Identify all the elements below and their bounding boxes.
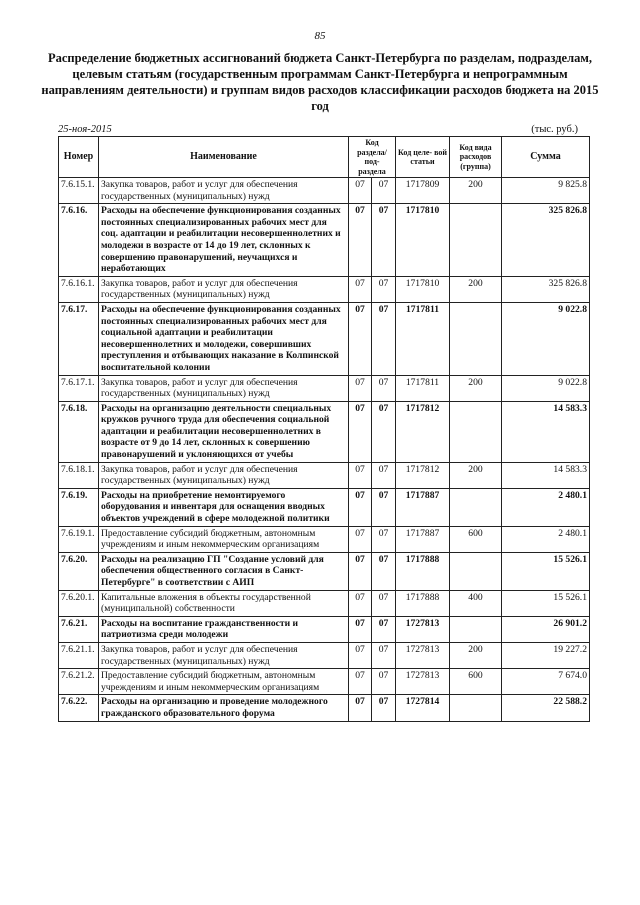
- row-razdel: 07: [349, 590, 372, 616]
- row-statya: 1717888: [396, 552, 450, 590]
- row-group: 600: [450, 526, 502, 552]
- row-number: 7.6.20.1.: [59, 590, 99, 616]
- header-sum: Сумма: [502, 137, 590, 178]
- row-razdel: 07: [349, 204, 372, 277]
- row-razdel: 07: [349, 276, 372, 302]
- row-statya: 1717887: [396, 488, 450, 526]
- budget-table: [58, 136, 590, 722]
- table-row: [59, 401, 590, 462]
- row-name: Расходы на обеспечение функционирования созданных постоянных специализированных рабочих мест для социальной адаптации и реабилитации несовершеннолетних и молодежи, совершивших преступления и отбывающих наказание в Колпинской воспитательной колонии: [99, 302, 349, 375]
- row-number: 7.6.20.: [59, 552, 99, 590]
- row-number: 7.6.18.: [59, 401, 99, 462]
- row-number: 7.6.18.1.: [59, 462, 99, 488]
- row-podrazdel: 07: [372, 695, 396, 721]
- table-row: [59, 695, 590, 721]
- row-name: Закупка товаров, работ и услуг для обеспечения государственных (муниципальных) нужд: [99, 178, 349, 204]
- table-row: [59, 669, 590, 695]
- row-number: 7.6.17.: [59, 302, 99, 375]
- row-group: 200: [450, 462, 502, 488]
- row-sum: 2 480.1: [502, 526, 590, 552]
- row-name: Закупка товаров, работ и услуг для обеспечения государственных (муниципальных) нужд: [99, 276, 349, 302]
- row-name: Закупка товаров, работ и услуг для обеспечения государственных (муниципальных) нужд: [99, 642, 349, 668]
- row-number: 7.6.16.1.: [59, 276, 99, 302]
- row-group: [450, 552, 502, 590]
- row-podrazdel: 07: [372, 462, 396, 488]
- row-sum: 15 526.1: [502, 590, 590, 616]
- row-statya: 1727813: [396, 669, 450, 695]
- row-name: Закупка товаров, работ и услуг для обеспечения государственных (муниципальных) нужд: [99, 462, 349, 488]
- row-razdel: 07: [349, 462, 372, 488]
- row-number: 7.6.16.: [59, 204, 99, 277]
- row-number: 7.6.19.: [59, 488, 99, 526]
- row-sum: 22 588.2: [502, 695, 590, 721]
- row-statya: 1727813: [396, 616, 450, 642]
- row-group: 200: [450, 276, 502, 302]
- table-row: [59, 178, 590, 204]
- header-razdel: Код раздела/ под- раздела: [349, 137, 396, 178]
- row-name: Предоставление субсидий бюджетным, автономным учреждениям и иным некоммерческим организациям: [99, 526, 349, 552]
- row-sum: 26 901.2: [502, 616, 590, 642]
- row-sum: 14 583.3: [502, 462, 590, 488]
- row-group: 200: [450, 375, 502, 401]
- row-group: [450, 302, 502, 375]
- row-statya: 1717809: [396, 178, 450, 204]
- document-title: Распределение бюджетных ассигнований бюджета Санкт-Петербурга по разделам, подразделам, целевым статьям (государственным программам Санкт-Петербурга и непрограммным направлениям деятельности) и группам видов расходов классификации расходов бюджета на 2015 год: [41, 51, 599, 113]
- row-sum: 325 826.8: [502, 204, 590, 277]
- table-row: [59, 642, 590, 668]
- row-name: Расходы на организацию деятельности специальных кружков ручного труда для обеспечения социальной адаптации и реабилитации несовершеннолетних в возрасте от 9 до 14 лет, склонных к совершению правонарушений и уклоняющихся от учебы: [99, 401, 349, 462]
- row-podrazdel: 07: [372, 401, 396, 462]
- row-razdel: 07: [349, 302, 372, 375]
- row-podrazdel: 07: [372, 552, 396, 590]
- row-statya: 1717810: [396, 204, 450, 277]
- table-row: [59, 302, 590, 375]
- row-name: Расходы на организацию и проведение молодежного гражданского образовательного форума: [99, 695, 349, 721]
- row-sum: 9 825.8: [502, 178, 590, 204]
- table-row: [59, 204, 590, 277]
- header-group: Код вида расходов (группа): [450, 137, 502, 178]
- row-razdel: 07: [349, 401, 372, 462]
- row-statya: 1717887: [396, 526, 450, 552]
- row-group: [450, 401, 502, 462]
- row-name: Закупка товаров, работ и услуг для обеспечения государственных (муниципальных) нужд: [99, 375, 349, 401]
- row-razdel: 07: [349, 375, 372, 401]
- row-number: 7.6.21.2.: [59, 669, 99, 695]
- table-row: [59, 616, 590, 642]
- table-row: [59, 488, 590, 526]
- row-group: [450, 695, 502, 721]
- row-razdel: 07: [349, 669, 372, 695]
- document-date: 25-ноя-2015: [58, 124, 112, 135]
- units-label: (тыс. руб.): [531, 124, 578, 135]
- row-razdel: 07: [349, 552, 372, 590]
- row-sum: 325 826.8: [502, 276, 590, 302]
- row-podrazdel: 07: [372, 375, 396, 401]
- row-statya: 1717888: [396, 590, 450, 616]
- row-name: Расходы на реализацию ГП "Создание условий для обеспечения общественного согласия в Санкт-Петербурге" в соответствии с АИП: [99, 552, 349, 590]
- row-razdel: 07: [349, 178, 372, 204]
- row-name: Расходы на обеспечение функционирования созданных постоянных специализированных рабочих мест для соц. адаптации и реабилитации несовершеннолетних и молодежи в возрасте от 14 до 19 лет, склонных к совершению правонарушений, неучащихся и неработающих: [99, 204, 349, 277]
- row-name: Расходы на воспитание гражданственности и патриотизма среди молодежи: [99, 616, 349, 642]
- row-group: 200: [450, 642, 502, 668]
- row-podrazdel: 07: [372, 642, 396, 668]
- row-statya: 1717811: [396, 302, 450, 375]
- table-row: [59, 375, 590, 401]
- row-sum: 14 583.3: [502, 401, 590, 462]
- table-row: [59, 552, 590, 590]
- row-sum: 7 674.0: [502, 669, 590, 695]
- row-name: Расходы на приобретение немонтируемого оборудования и инвентаря для оснащения вводных объектов учреждений в сфере молодежной политики: [99, 488, 349, 526]
- row-statya: 1727814: [396, 695, 450, 721]
- row-podrazdel: 07: [372, 276, 396, 302]
- row-name: Предоставление субсидий бюджетным, автономным учреждениям и иным некоммерческим организациям: [99, 669, 349, 695]
- row-podrazdel: 07: [372, 488, 396, 526]
- row-group: [450, 204, 502, 277]
- row-group: [450, 616, 502, 642]
- table-row: [59, 462, 590, 488]
- row-podrazdel: 07: [372, 204, 396, 277]
- header-number: Номер: [59, 137, 99, 178]
- table-row: [59, 526, 590, 552]
- row-sum: 15 526.1: [502, 552, 590, 590]
- row-group: 200: [450, 178, 502, 204]
- row-number: 7.6.21.: [59, 616, 99, 642]
- row-podrazdel: 07: [372, 178, 396, 204]
- row-razdel: 07: [349, 488, 372, 526]
- row-razdel: 07: [349, 616, 372, 642]
- row-group: [450, 488, 502, 526]
- row-statya: 1717812: [396, 401, 450, 462]
- row-sum: 19 227.2: [502, 642, 590, 668]
- row-razdel: 07: [349, 642, 372, 668]
- row-podrazdel: 07: [372, 526, 396, 552]
- row-number: 7.6.17.1.: [59, 375, 99, 401]
- table-header-row: [59, 137, 590, 178]
- row-razdel: 07: [349, 526, 372, 552]
- row-podrazdel: 07: [372, 669, 396, 695]
- row-number: 7.6.15.1.: [59, 178, 99, 204]
- page-number: 85: [314, 30, 326, 42]
- row-statya: 1717810: [396, 276, 450, 302]
- row-sum: 2 480.1: [502, 488, 590, 526]
- row-sum: 9 022.8: [502, 302, 590, 375]
- row-statya: 1717811: [396, 375, 450, 401]
- row-number: 7.6.19.1.: [59, 526, 99, 552]
- table-row: [59, 276, 590, 302]
- row-number: 7.6.22.: [59, 695, 99, 721]
- header-name: Наименование: [99, 137, 349, 178]
- header-statya: Код целе- вой статьи: [396, 137, 450, 178]
- row-name: Капитальные вложения в объекты государственной (муниципальной) собственности: [99, 590, 349, 616]
- row-group: 400: [450, 590, 502, 616]
- row-razdel: 07: [349, 695, 372, 721]
- row-statya: 1717812: [396, 462, 450, 488]
- row-statya: 1727813: [396, 642, 450, 668]
- row-sum: 9 022.8: [502, 375, 590, 401]
- table-row: [59, 590, 590, 616]
- row-group: 600: [450, 669, 502, 695]
- row-podrazdel: 07: [372, 590, 396, 616]
- row-number: 7.6.21.1.: [59, 642, 99, 668]
- row-podrazdel: 07: [372, 302, 396, 375]
- row-podrazdel: 07: [372, 616, 396, 642]
